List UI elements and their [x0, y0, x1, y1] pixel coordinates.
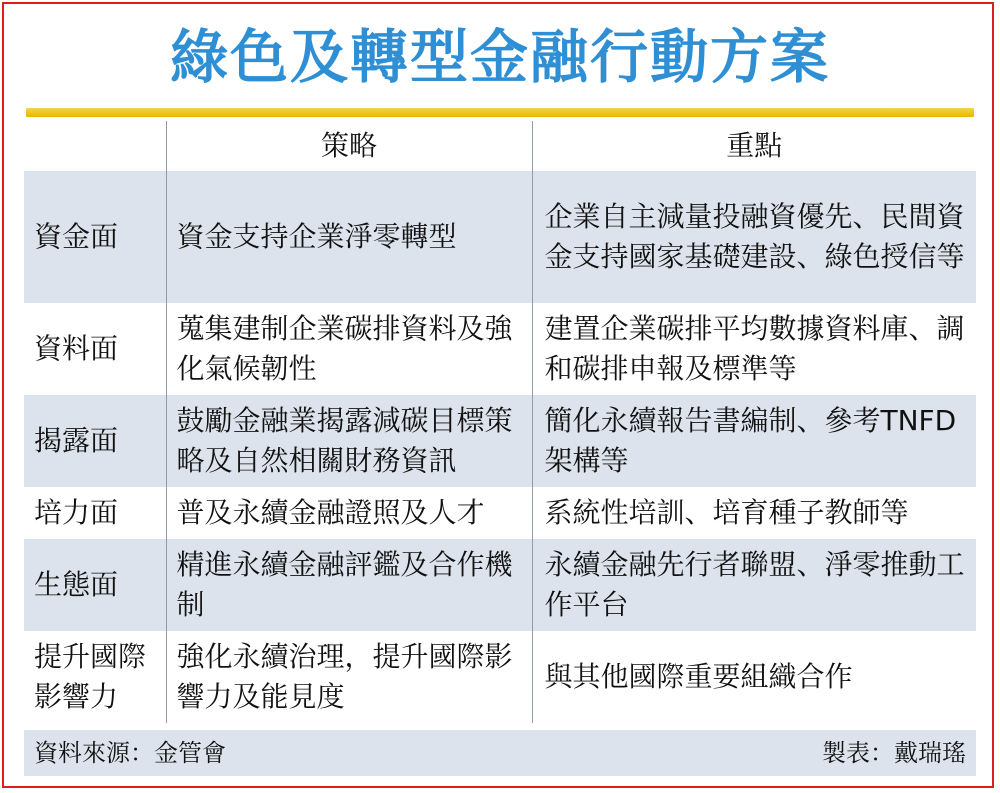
area-cell: 生態面: [24, 539, 166, 631]
table-footer: [24, 730, 976, 776]
table-row: [24, 395, 976, 487]
area-cell: 提升國際影響力: [24, 631, 166, 723]
source-note: 資料來源：金管會: [34, 739, 226, 767]
strategy-cell: 強化永續治理，提升國際影響力及能見度: [166, 631, 532, 723]
area-cell: 揭露面: [24, 395, 166, 487]
area-cell: 培力面: [24, 487, 166, 539]
table-row: [24, 171, 976, 303]
table-header-row: [24, 121, 976, 171]
area-cell: 資金面: [24, 171, 166, 303]
header-area: [24, 121, 166, 171]
strategy-cell: 精進永續金融評鑑及合作機制: [166, 539, 532, 631]
strategy-cell: 蒐集建制企業碳排資料及強化氣候韌性: [166, 303, 532, 395]
page-title: 綠色及轉型金融行動方案: [169, 23, 830, 91]
area-cell: 資料面: [24, 303, 166, 395]
focus-cell: 與其他國際重要組織合作: [532, 631, 976, 723]
table-row: [24, 303, 976, 395]
header-strategy: 策略: [166, 121, 532, 171]
focus-cell: 簡化永續報告書編制、參考TNFD架構等: [532, 395, 976, 487]
table-row: [24, 631, 976, 723]
title-divider: [26, 108, 974, 117]
strategy-cell: 鼓勵金融業揭露減碳目標策略及自然相關財務資訊: [166, 395, 532, 487]
action-plan-table: [24, 121, 976, 723]
focus-cell: 建置企業碳排平均數據資料庫、調和碳排申報及標準等: [532, 303, 976, 395]
focus-cell: 永續金融先行者聯盟、淨零推動工作平台: [532, 539, 976, 631]
strategy-cell: 資金支持企業淨零轉型: [166, 171, 532, 303]
focus-cell: 企業自主減量投融資優先、民間資金支持國家基礎建設、綠色授信等: [532, 171, 976, 303]
focus-cell: 系統性培訓、培育種子教師等: [532, 487, 976, 539]
table-row: [24, 539, 976, 631]
strategy-cell: 普及永續金融證照及人才: [166, 487, 532, 539]
table-row: [24, 487, 976, 539]
header-focus: 重點: [532, 121, 976, 171]
maker-credit: 製表：戴瑞瑤: [822, 739, 966, 767]
